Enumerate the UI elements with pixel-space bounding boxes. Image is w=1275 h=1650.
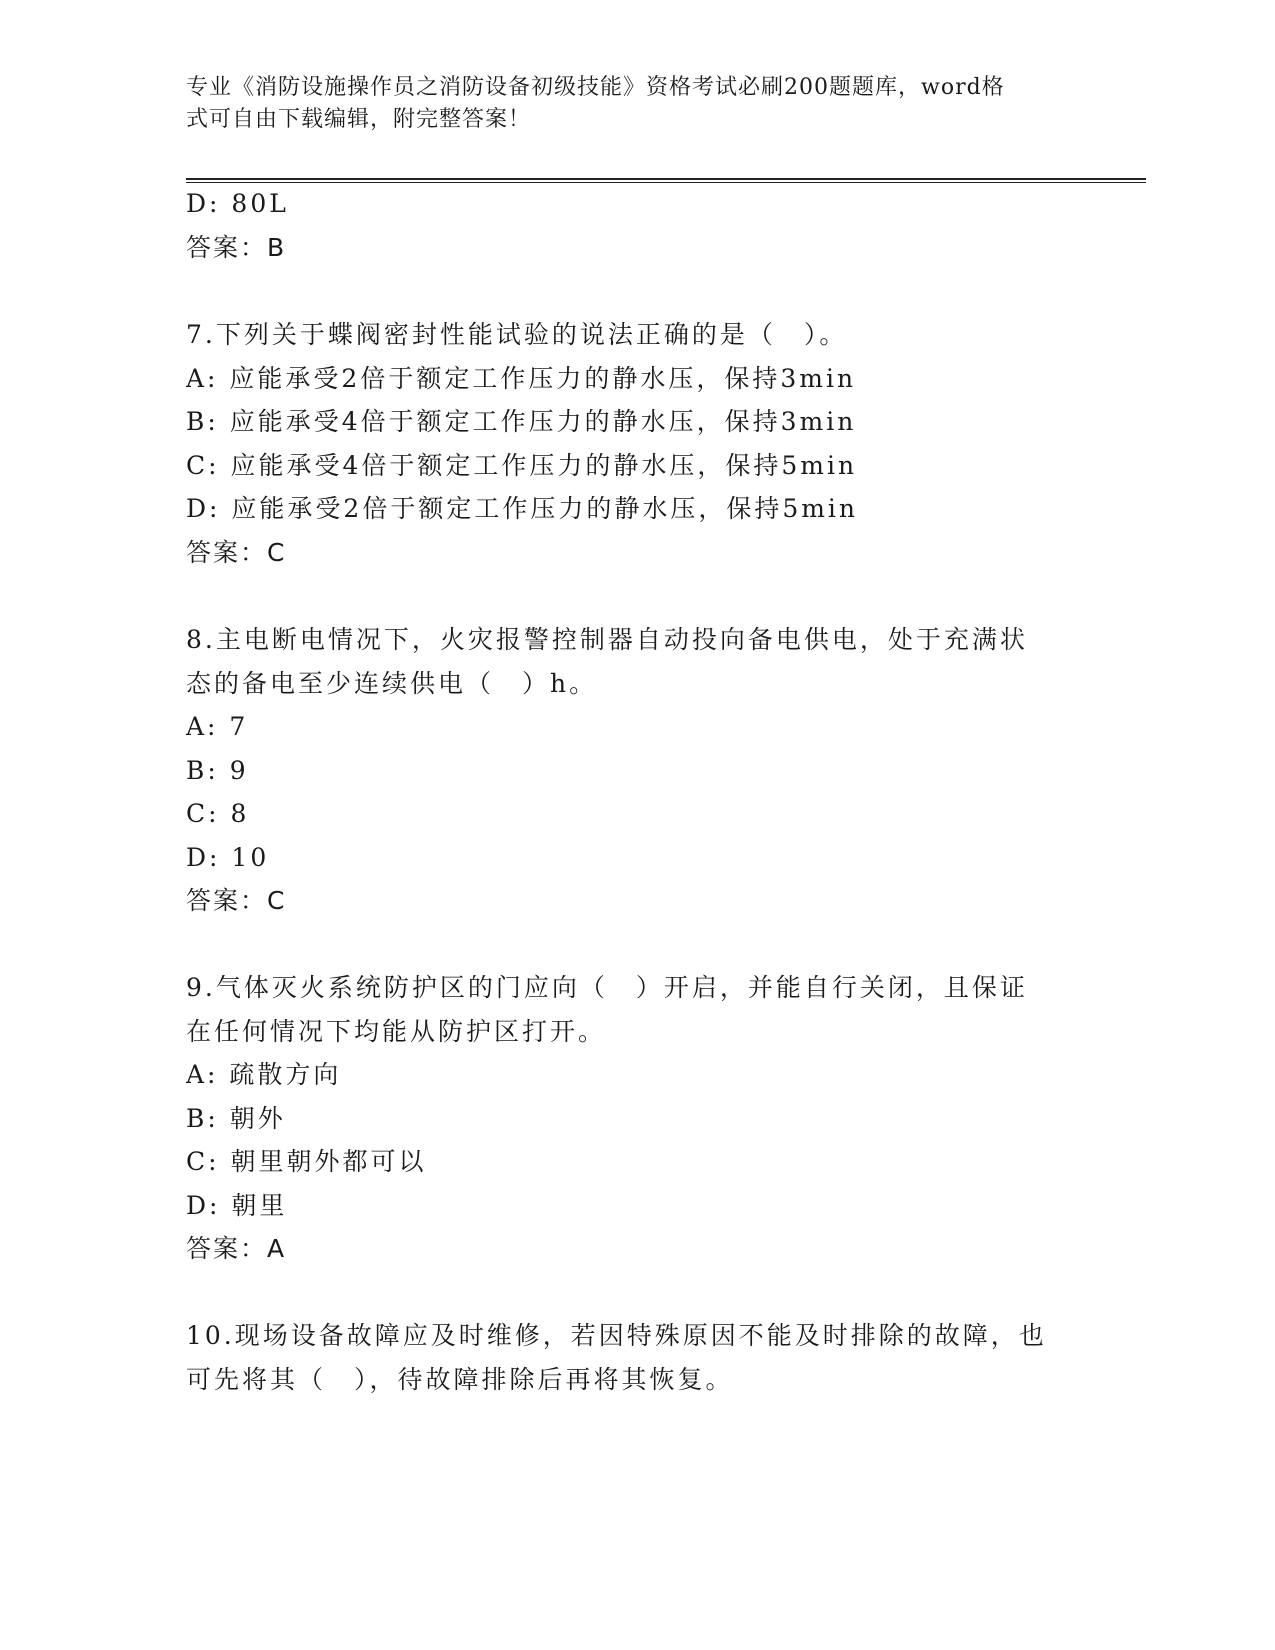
q7-option-a: A: 应能承受2倍于额定工作压力的静水压，保持3min [186, 364, 857, 393]
q8-answer: 答案：C [186, 886, 287, 915]
q8-option-b: B: 9 [186, 756, 249, 785]
q7-option-c: C: 应能承受4倍于额定工作压力的静水压，保持5min [186, 451, 858, 480]
prev-option-d: D: 80L [186, 189, 289, 218]
q8-stem-line-1: 8.主电断电情况下，火灾报警控制器自动投向备电供电，处于充满状 [186, 625, 1028, 654]
q9-option-b: B: 朝外 [186, 1104, 286, 1133]
q7-stem-line-1: 7.下列关于蝶阀密封性能试验的说法正确的是（ ）。 [186, 320, 848, 349]
q7-answer: 答案：C [186, 538, 287, 567]
q9-answer: 答案：A [186, 1234, 287, 1263]
q8-option-d: D: 10 [186, 843, 270, 872]
q8-option-c: C: 8 [186, 799, 250, 828]
header-line-2: 式可自由下载编辑，附完整答案！ [186, 107, 532, 132]
q10-stem-line-2: 可先将其（ ），待故障排除后再将其恢复。 [186, 1365, 734, 1394]
q9-option-d: D: 朝里 [186, 1191, 288, 1220]
q7-option-b: B: 应能承受4倍于额定工作压力的静水压，保持3min [186, 407, 857, 436]
q7-option-d: D: 应能承受2倍于额定工作压力的静水压，保持5min [186, 494, 859, 523]
q8-stem-line-2: 态的备电至少连续供电（ ）h。 [186, 669, 598, 698]
q8-option-a: A: 7 [186, 712, 249, 741]
q9-stem-line-2: 在任何情况下均能从防护区打开。 [186, 1017, 607, 1046]
header-rule-thin [186, 182, 1146, 183]
q9-option-c: C: 朝里朝外都可以 [186, 1147, 427, 1176]
header-rule-thick [186, 178, 1146, 180]
q9-option-a: A: 疏散方向 [186, 1060, 342, 1089]
header-line-1: 专业《消防设施操作员之消防设备初级技能》资格考试必刷200题题库，word格 [186, 75, 1005, 100]
q10-stem-line-1: 10.现场设备故障应及时维修，若因特殊原因不能及时排除的故障，也 [186, 1321, 1047, 1350]
q9-stem-line-1: 9.气体灭火系统防护区的门应向（ ）开启，并能自行关闭，且保证 [186, 973, 1028, 1002]
page-header [186, 72, 1066, 136]
prev-answer: 答案：B [186, 233, 287, 262]
